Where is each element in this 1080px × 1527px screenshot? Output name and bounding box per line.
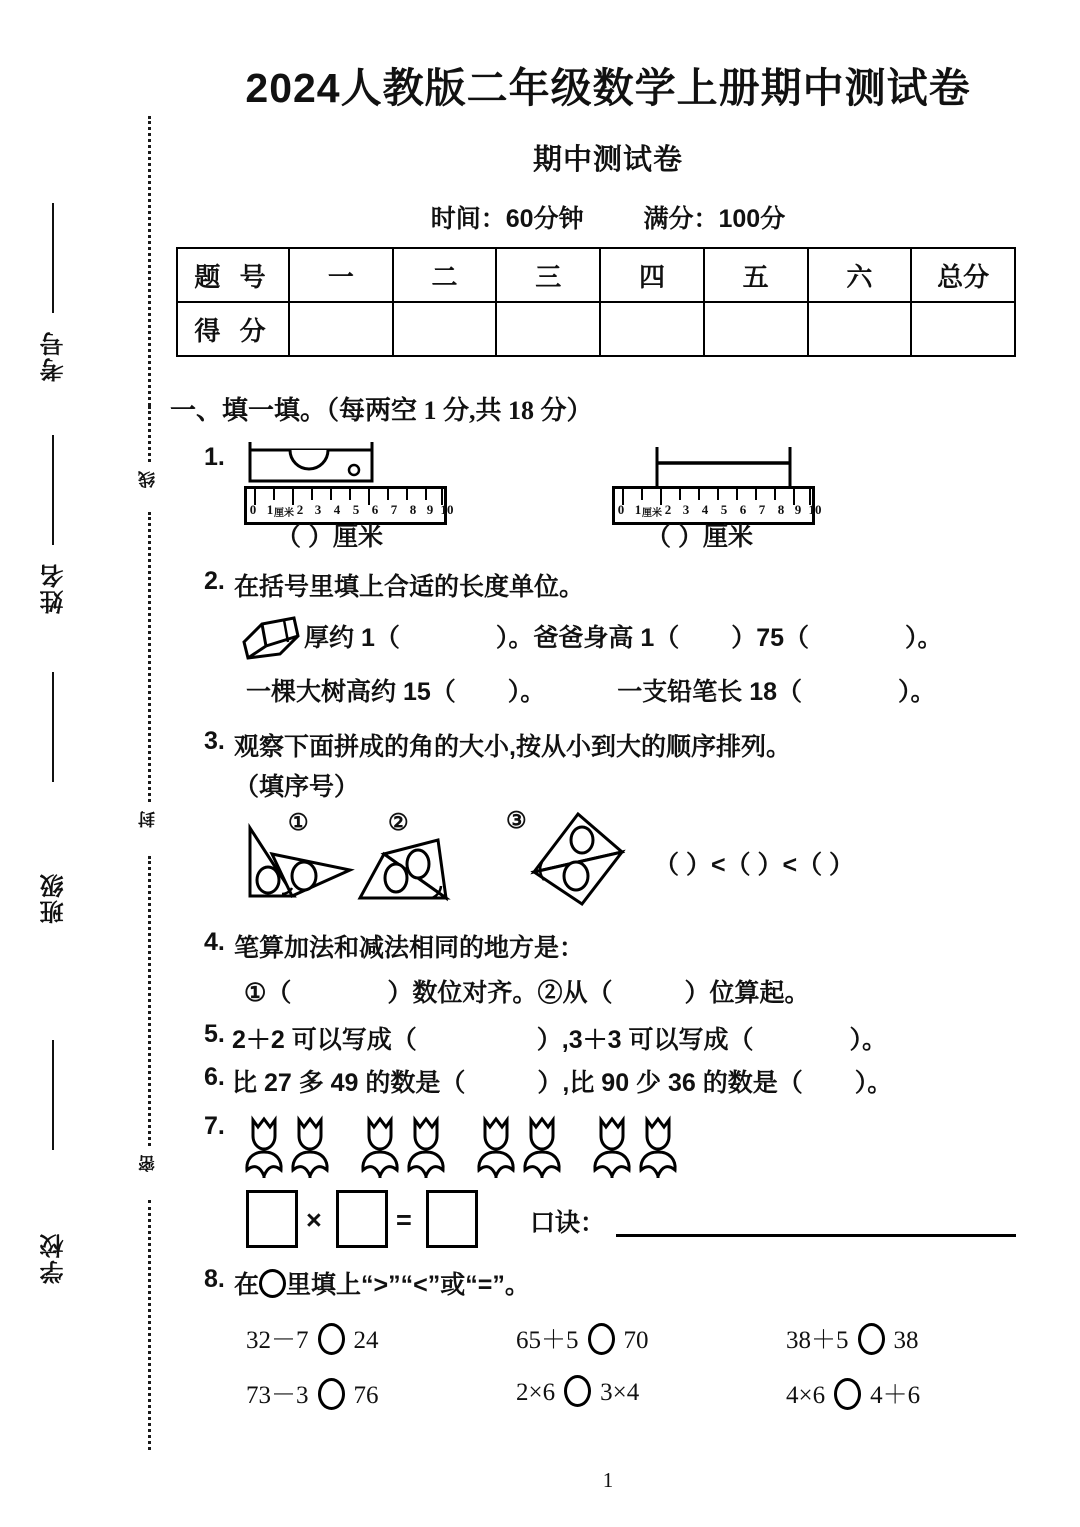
- q3-angle-figure-3: [524, 806, 644, 910]
- score-table-row-label-qnum: 题 号: [177, 248, 289, 302]
- score-col-1: 一: [289, 248, 393, 302]
- question-6-number: 6.: [204, 1063, 225, 1091]
- section-1-points: （每两空 1 分,共 18 分）: [326, 396, 593, 425]
- q7-multiply-symbol: ×: [306, 1205, 322, 1235]
- q2-item-father-end: ）。: [905, 624, 943, 652]
- score-table-header-row: [177, 248, 1015, 302]
- score-table: [176, 247, 1016, 357]
- q3-answer-blank[interactable]: （ ）<（ ）<（ ）: [654, 851, 855, 879]
- question-3-prompt-line-2: （填序号）: [234, 773, 360, 801]
- field-name: [34, 562, 74, 619]
- tulip-icon: [358, 1108, 402, 1184]
- q8-cmp-5-circle[interactable]: [564, 1375, 591, 1407]
- tulip-icon: [520, 1108, 564, 1184]
- seal-char-secret: 密: [136, 1152, 164, 1175]
- q1-left-tick-label-6: 6: [371, 502, 379, 517]
- q8-prompt-a: 在: [234, 1271, 260, 1299]
- q8-cmp-6-right: 4＋6: [870, 1382, 921, 1409]
- q3-angle-figure-1: [242, 818, 362, 906]
- q8-prompt-b: 里填上“>”“<”或“=”。: [286, 1271, 530, 1299]
- seal-margin: [0, 0, 168, 1527]
- q5-expr-a: 2＋2 可以写成（: [232, 1026, 417, 1054]
- q8-cmp-1-circle[interactable]: [318, 1323, 345, 1355]
- page-number: 1: [602, 1468, 614, 1492]
- field-rule-school: [52, 1040, 54, 1150]
- q1-measured-object-right: [612, 440, 842, 492]
- score-cell-4[interactable]: [600, 302, 704, 356]
- q2-item-tree: 一棵大树高约 15（: [246, 678, 456, 706]
- q2-item-eraser: 厚约 1（: [304, 624, 400, 652]
- q3-figure-label-1: ①: [288, 810, 309, 835]
- page-subtitle: 期中测试卷: [532, 144, 683, 176]
- q8-cmp-4-left: 73－3: [246, 1382, 309, 1409]
- q1-left-tick-label-10: 10: [440, 502, 454, 517]
- q1-left-tick-label-3: 3: [314, 502, 322, 517]
- q1-left-tick-label-8: 8: [409, 502, 417, 517]
- q2-item-father-mid: ）75（: [731, 624, 810, 652]
- score-cell-5[interactable]: [704, 302, 808, 356]
- field-rule-name: [52, 435, 54, 545]
- question-2-line-2: [246, 672, 936, 708]
- question-5-number: 5.: [204, 1020, 225, 1048]
- score-table-value-row: [177, 302, 1015, 356]
- page-title: 2024人教版二年级数学上册期中测试卷: [245, 65, 971, 111]
- q8-comparison-3[interactable]: [786, 1320, 919, 1356]
- seal-dotted-line-2: [148, 406, 151, 462]
- question-2-prompt: 在括号里填上合适的长度单位。: [234, 573, 585, 601]
- q8-cmp-1-left: 32－7: [246, 1327, 309, 1354]
- q8-comparison-6[interactable]: [786, 1375, 920, 1411]
- score-col-3: 三: [496, 248, 600, 302]
- q1-right-tick-label-3: 3: [682, 502, 690, 517]
- q8-comparison-2[interactable]: [516, 1320, 649, 1356]
- q1-left-tick-label-1: 1: [266, 502, 274, 517]
- q1-right-tick-label-5: 5: [720, 502, 728, 517]
- q7-equals-symbol: =: [396, 1205, 412, 1235]
- q7-mnemonic-label: 口诀：: [530, 1209, 606, 1237]
- q6-expr-a-end: ）,: [537, 1069, 570, 1097]
- tulip-icon: [404, 1108, 448, 1184]
- question-8-number: 8.: [204, 1265, 225, 1293]
- score-col-total: 总分: [911, 248, 1015, 302]
- q1-answer-blank-left[interactable]: （ ）厘米: [276, 523, 383, 551]
- q8-cmp-4-right: 76: [353, 1382, 379, 1409]
- question-3-prompt-line-1: 观察下面拼成的角的大小,按从小到大的顺序排列。: [234, 733, 791, 761]
- q8-comparison-5[interactable]: [516, 1375, 639, 1407]
- section-1-title: 一、填一填。: [170, 395, 327, 425]
- q8-cmp-2-left: 65＋5: [516, 1327, 579, 1354]
- exam-meta: [168, 199, 1048, 235]
- exam-sheet: [168, 0, 1080, 1527]
- q8-cmp-2-circle[interactable]: [588, 1323, 615, 1355]
- question-4-prompt: 笔算加法和减法相同的地方是：: [234, 934, 585, 962]
- seal-char-seal: 封: [136, 808, 164, 831]
- q1-right-tick-label-10: 10: [808, 502, 822, 517]
- tulip-icon: [242, 1108, 286, 1184]
- q7-factor-2-box[interactable]: [336, 1190, 388, 1248]
- q8-comparison-4[interactable]: [246, 1375, 379, 1411]
- q2-item-pencil: 一支铅笔长 18（: [617, 678, 803, 706]
- seal-dotted-line-5: [148, 1200, 151, 1450]
- q2-item-father: 爸爸身高 1（: [533, 624, 680, 652]
- q1-right-unit-label: 厘米: [642, 508, 662, 519]
- question-3-number: 3.: [204, 727, 225, 755]
- question-8-prompt: [234, 1265, 530, 1301]
- q1-right-tick-label-6: 6: [739, 502, 747, 517]
- score-cell-total[interactable]: [911, 302, 1015, 356]
- q1-left-tick-label-5: 5: [352, 502, 360, 517]
- time-limit: 时间：60分钟: [430, 205, 584, 233]
- eraser-icon: [240, 612, 304, 662]
- q8-cmp-3-left: 38＋5: [786, 1327, 849, 1354]
- field-class: [34, 872, 74, 929]
- q4-item-1-end: ）数位对齐。: [387, 979, 538, 1007]
- q1-right-tick-label-4: 4: [701, 502, 709, 517]
- tulip-icon: [474, 1108, 518, 1184]
- q3-figure-label-3: ③: [506, 808, 527, 833]
- seal-char-line: 线: [136, 468, 164, 491]
- q8-cmp-4-circle[interactable]: [318, 1378, 345, 1410]
- seal-dotted-line-3: [148, 512, 151, 802]
- q7-product-box[interactable]: [426, 1190, 478, 1248]
- question-2-number: 2.: [204, 567, 225, 595]
- q5-expr-a-end: ）,: [536, 1026, 569, 1054]
- q6-expr-b-end: ）。: [854, 1069, 893, 1097]
- score-cell-2[interactable]: [393, 302, 497, 356]
- score-col-4: 四: [600, 248, 704, 302]
- q4-item-1: ①（: [244, 979, 292, 1007]
- q6-expr-b: 比 90 少 36 的数是（: [569, 1069, 803, 1097]
- q8-cmp-3-circle[interactable]: [858, 1323, 885, 1355]
- q7-factor-1-box[interactable]: [246, 1190, 298, 1248]
- q8-cmp-6-circle[interactable]: [834, 1378, 861, 1410]
- field-label-class: 班级: [40, 872, 68, 924]
- field-rule-exam-no: [52, 203, 54, 313]
- score-cell-6[interactable]: [808, 302, 912, 356]
- q1-right-tick-label-7: 7: [758, 502, 766, 517]
- question-5-text: [232, 1020, 887, 1056]
- score-cell-1[interactable]: [289, 302, 393, 356]
- q1-left-tick-label-2: 2: [296, 502, 304, 517]
- field-school: [34, 1232, 74, 1289]
- q1-left-tick-label-7: 7: [390, 502, 398, 517]
- field-label-name: 姓名: [40, 562, 68, 614]
- section-1-heading: [170, 390, 593, 427]
- seal-dotted-line-1: [148, 116, 151, 406]
- q6-expr-a: 比 27 多 49 的数是（: [232, 1069, 466, 1097]
- field-label-exam-number: 考号: [40, 330, 68, 382]
- total-score: 满分：100分: [643, 205, 786, 233]
- q1-right-tick-label-0: 0: [617, 502, 625, 517]
- q8-comparison-1[interactable]: [246, 1320, 379, 1356]
- q1-right-tick-label-2: 2: [664, 502, 672, 517]
- q1-right-tick-label-8: 8: [777, 502, 785, 517]
- q1-left-unit-label: 厘米: [274, 508, 294, 519]
- q4-item-2-end: ）位算起。: [684, 979, 810, 1007]
- question-2-line-1: [304, 618, 943, 654]
- field-label-school: 学校: [40, 1232, 68, 1284]
- tulip-icon: [288, 1108, 332, 1184]
- score-cell-3[interactable]: [496, 302, 600, 356]
- tulip-icon: [636, 1108, 680, 1184]
- q8-cmp-5-right: 3×4: [600, 1379, 640, 1406]
- score-table-row-label-score: 得 分: [177, 302, 289, 356]
- q1-measured-object-left: [244, 440, 474, 492]
- q1-right-tick-label-9: 9: [794, 502, 802, 517]
- field-rule-class: [52, 672, 54, 782]
- q8-cmp-6-left: 4×6: [786, 1382, 826, 1409]
- q1-answer-blank-right[interactable]: （ ）厘米: [646, 523, 753, 551]
- tulip-icon: [590, 1108, 634, 1184]
- q4-item-2: ②从（: [537, 979, 613, 1007]
- question-4-number: 4.: [204, 928, 225, 956]
- q3-figure-label-2: ②: [388, 810, 409, 835]
- seal-dotted-line-4: [148, 856, 151, 1146]
- q8-cmp-5-left: 2×6: [516, 1379, 556, 1406]
- q2-item-pencil-end: ）。: [898, 678, 936, 706]
- question-6-text: [232, 1063, 892, 1099]
- question-4-items: [244, 973, 809, 1009]
- field-exam-number: [34, 330, 74, 387]
- q1-left-tick-label-0: 0: [249, 502, 257, 517]
- question-7-number: 7.: [204, 1112, 225, 1140]
- q5-expr-b: 3＋3 可以写成（: [568, 1026, 754, 1054]
- q3-angle-figure-2: [346, 822, 476, 906]
- q8-cmp-3-right: 38: [893, 1327, 919, 1354]
- question-1-number: 1.: [204, 443, 225, 471]
- score-col-6: 六: [808, 248, 912, 302]
- q2-item-eraser-end: ）。: [495, 624, 534, 652]
- q8-prompt-circle-icon: [259, 1269, 286, 1298]
- q1-right-tick-label-1: 1: [634, 502, 642, 517]
- q1-left-tick-label-4: 4: [333, 502, 341, 517]
- q5-expr-b-end: ）。: [849, 1026, 887, 1054]
- q8-cmp-2-right: 70: [623, 1327, 649, 1354]
- q1-left-tick-label-9: 9: [426, 502, 434, 517]
- q2-item-tree-end: ）。: [507, 678, 546, 706]
- score-col-2: 二: [393, 248, 497, 302]
- q8-cmp-1-right: 24: [353, 1327, 379, 1354]
- score-col-5: 五: [704, 248, 808, 302]
- q7-mnemonic-answer-line[interactable]: [616, 1234, 1016, 1237]
